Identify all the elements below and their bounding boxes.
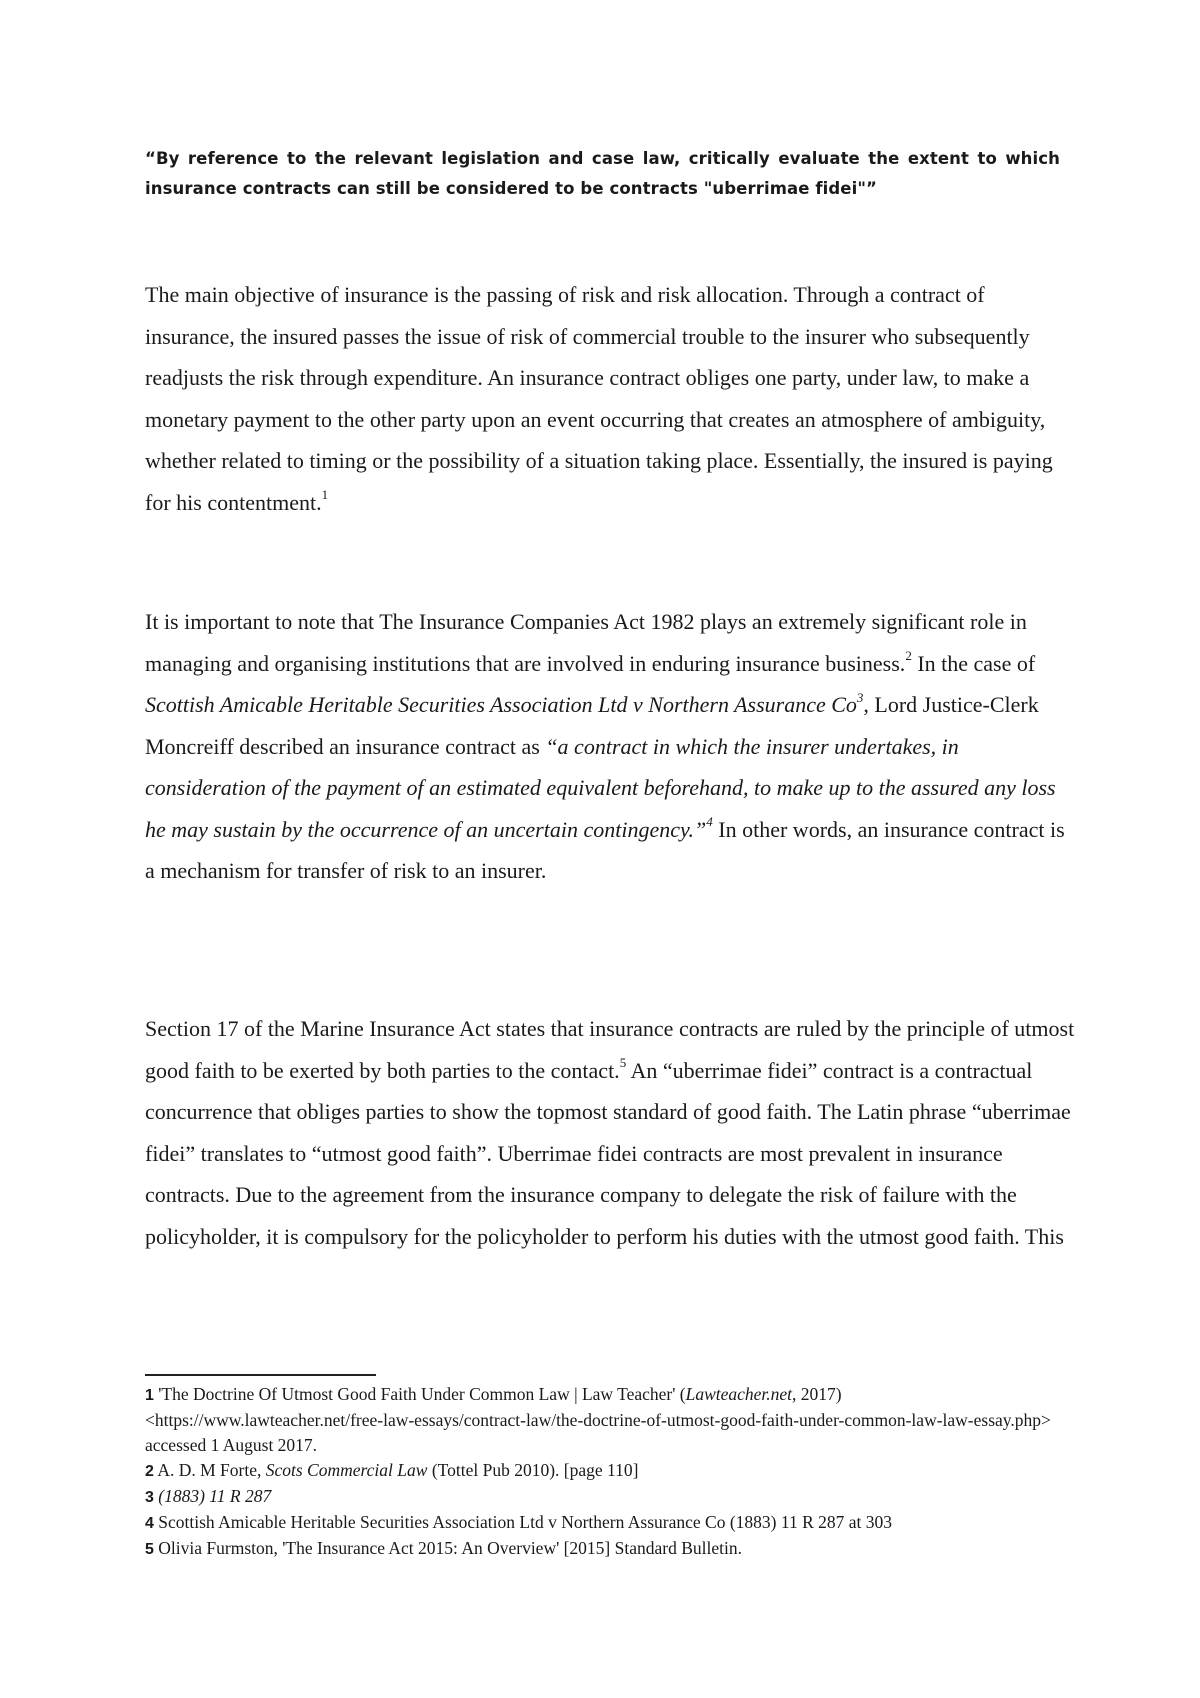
- footnote-2-number: 2: [145, 1463, 154, 1480]
- footnote-3-text: (1883) 11 R 287: [153, 1486, 272, 1506]
- paragraph-1: [145, 274, 1075, 523]
- paragraph-2-text-b: In the case of: [911, 650, 1036, 676]
- paragraph-2-text-d: In other words, an insurance contract is a mechanism for transfer of risk to an insurer.: [145, 816, 1065, 883]
- footnotes: [145, 1382, 1055, 1562]
- paragraph-3-text-b: An “uberrimae fidei” contract is a contractual concurrence that obliges parties to show the topmost standard of good faith. The Latin phrase “uberrimae fidei” translates to “utmost good faith”. Uberrimae fidei contracts are most prevalent in insurance contracts. Due to the agreement from the insurance company to delegate the risk of failure with the policyholder, it is compulsory for the policyholder to perform his duties with the utmost good faith. This: [145, 1057, 1071, 1249]
- footnote-separator: [145, 1374, 376, 1376]
- footnote-3-number: 3: [145, 1489, 154, 1506]
- footnote-2: [145, 1458, 1055, 1484]
- paragraph-2: [145, 601, 1075, 892]
- paragraph-3: [145, 1008, 1075, 1257]
- paragraph-2-text-c: , Lord Justice-Clerk Moncreiff described an insurance contract as: [145, 692, 1039, 759]
- footnote-5-text: Olivia Furmston, 'The Insurance Act 2015: An Overview' [2015] Standard Bulletin.: [153, 1538, 742, 1558]
- footnote-1-site: Lawteacher.net: [685, 1384, 793, 1404]
- footnote-2-text-b: (Tottel Pub 2010). [page 110]: [427, 1460, 639, 1480]
- footnote-4-number: 4: [145, 1515, 154, 1532]
- paragraph-3-text-a: Section 17 of the Marine Insurance Act states that insurance contracts are ruled by the principle of utmost good faith to be exerted by both parties to the contact.: [145, 1016, 1075, 1083]
- paragraph-2-text-a: It is important to note that The Insurance Companies Act 1982 plays an extremely significant role in managing and organising institutions that are involved in enduring insurance business.: [145, 609, 1027, 676]
- footnote-5: [145, 1536, 1055, 1562]
- case-name: Scottish Amicable Heritable Securities Association Ltd v Northern Assurance Co: [145, 692, 857, 717]
- footnote-4: [145, 1510, 1055, 1536]
- footnote-1-text-b: , 2017) <https://www.lawteacher.net/free-law-essays/contract-law/the-doctrine-of-utmost-good-faith-under-common-law-law-essay.php> accessed 1 August 2017.: [145, 1384, 1051, 1455]
- footnote-ref-1: 1: [321, 487, 329, 503]
- footnote-1-text-a: 'The Doctrine Of Utmost Good Faith Under Common Law | Law Teacher' (: [153, 1384, 686, 1404]
- footnote-1: [145, 1382, 1055, 1458]
- footnote-3: [145, 1484, 1055, 1510]
- case-quote: “a contract in which the insurer undertakes, in consideration of the payment of an estimated equivalent beforehand, to make up to the assured any loss he may sustain by the occurrence of an uncertain contingency.”: [145, 733, 1056, 842]
- essay-question: “By reference to the relevant legislation and case law, critically evaluate the extent to which insurance contracts can still be considered to be contracts "uberrimae fidei"”: [145, 149, 1060, 198]
- footnote-ref-4: 4: [706, 814, 713, 830]
- footnote-2-book: Scots Commercial Law: [265, 1460, 428, 1480]
- footnote-5-number: 5: [145, 1541, 154, 1558]
- footnote-ref-2: 2: [905, 648, 912, 664]
- paragraph-1-text: The main objective of insurance is the passing of risk and risk allocation. Through a contract of insurance, the insured passes the issue of risk of commercial trouble to the insurer who subsequently readjusts the risk through expenditure. An insurance contract obliges one party, under law, to make a monetary payment to the other party upon an event occurring that creates an atmosphere of ambiguity, whether related to timing or the possibility of a situation taking place. Essentially, the insured is paying for his contentment.: [145, 282, 1053, 515]
- footnote-1-number: 1: [145, 1387, 154, 1404]
- footnote-ref-3: 3: [856, 689, 864, 705]
- footnote-2-text-a: A. D. M Forte,: [153, 1460, 266, 1480]
- footnote-ref-5: 5: [619, 1055, 627, 1071]
- footnote-4-text: Scottish Amicable Heritable Securities Association Ltd v Northern Assurance Co (1883) 11 R 287 at 303: [153, 1512, 893, 1532]
